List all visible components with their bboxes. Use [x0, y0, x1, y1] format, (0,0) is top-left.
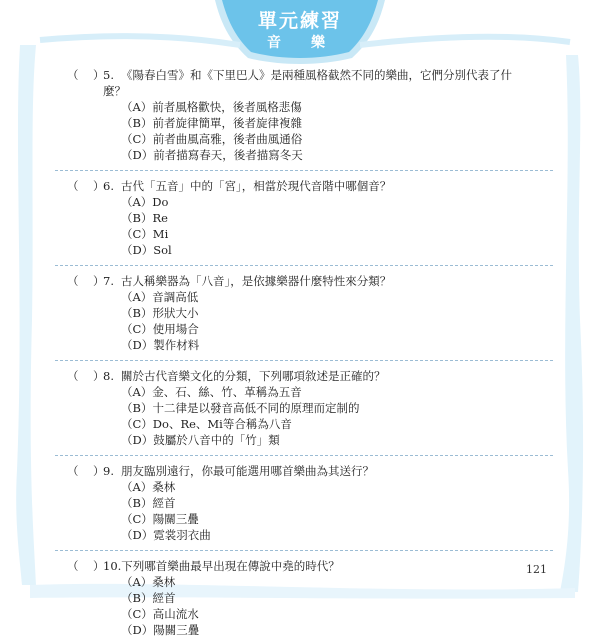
answer-paren-open: （ [67, 274, 79, 288]
question-number: 9. [103, 464, 114, 478]
option-a: （A）前者風格歡快，後者風格悲傷 [121, 100, 302, 114]
answer-paren-close: ） [93, 559, 105, 573]
question-divider [55, 360, 553, 361]
answer-paren-open: （ [67, 179, 79, 193]
option-b: （B）十二律是以發音高低不同的原理而定制的 [121, 401, 360, 415]
question-5 [0, 67, 600, 163]
question-stem [103, 273, 523, 289]
question-stem [103, 558, 523, 574]
option-list [121, 194, 600, 258]
answer-paren-close: ） [93, 274, 105, 288]
option-c: （C）陽關三疊 [121, 512, 199, 526]
question-stem [103, 178, 523, 194]
option-b: （B）形狀大小 [121, 306, 199, 320]
page-title: 單元練習 [257, 10, 342, 32]
option-c: （C）Mi [121, 227, 169, 241]
question-stem [103, 463, 523, 479]
option-list [121, 289, 600, 353]
answer-blank[interactable] [67, 558, 127, 574]
option-b: （B）Re [121, 211, 168, 225]
answer-paren-close: ） [93, 68, 105, 82]
option-d: （D）Sol [121, 243, 172, 257]
question-number: 7. [103, 274, 114, 288]
option-c: （C）Do、Re、Mi等合稱為八音 [121, 417, 292, 431]
question-text: 朋友臨別遠行，你最可能選用哪首樂曲為其送行？ [121, 464, 374, 478]
page-subtitle: 音 樂 [267, 35, 333, 51]
question-text: 關於古代音樂文化的分類，下列哪項敘述是正確的？ [121, 369, 386, 383]
answer-blank[interactable] [67, 273, 127, 289]
option-d: （D）陽關三疊 [121, 623, 200, 637]
question-8 [0, 368, 600, 448]
answer-blank[interactable] [67, 67, 127, 83]
question-divider [55, 455, 553, 456]
question-text: 下列哪首樂曲最早出現在傳說中堯的時代？ [121, 559, 340, 573]
question-stem [103, 368, 523, 384]
question-6 [0, 178, 600, 258]
question-list [0, 67, 600, 638]
question-text: 《陽春白雪》和《下里巴人》是兩種風格截然不同的樂曲，它們分別代表了什麼？ [103, 68, 512, 98]
answer-blank[interactable] [67, 178, 127, 194]
question-7 [0, 273, 600, 353]
option-list [121, 479, 600, 543]
question-10 [0, 558, 600, 638]
question-number: 6. [103, 179, 114, 193]
question-9 [0, 463, 600, 543]
option-a: （A）音調高低 [121, 290, 199, 304]
option-list [121, 384, 600, 448]
question-divider [55, 170, 553, 171]
question-text: 古人稱樂器為「八音」，是依據樂器什麼特性來分類？ [121, 274, 392, 288]
option-a: （A）桑林 [121, 575, 176, 589]
option-b: （B）經首 [121, 496, 176, 510]
answer-paren-close: ） [93, 464, 105, 478]
answer-paren-close: ） [93, 179, 105, 193]
answer-blank[interactable] [67, 368, 127, 384]
answer-paren-open: （ [67, 68, 79, 82]
option-d: （D）鼓屬於八音中的「竹」類 [121, 433, 280, 447]
answer-paren-open: （ [67, 464, 79, 478]
option-b: （B）前者旋律簡單，後者旋律複雜 [121, 116, 302, 130]
option-c: （C）高山流水 [121, 607, 199, 621]
option-list [121, 574, 600, 638]
question-number: 8. [103, 369, 114, 383]
option-a: （A）桑林 [121, 480, 176, 494]
question-number: 5. [103, 68, 114, 82]
option-d: （D）製作材料 [121, 338, 200, 352]
answer-blank[interactable] [67, 463, 127, 479]
question-stem [103, 67, 523, 99]
option-c: （C）使用場合 [121, 322, 199, 336]
answer-paren-close: ） [93, 369, 105, 383]
page-number: 121 [526, 563, 547, 576]
answer-paren-open: （ [67, 369, 79, 383]
question-text: 古代「五音」中的「宮」，相當於現代音階中哪個音？ [121, 179, 392, 193]
question-number: 10. [103, 559, 122, 573]
option-d: （D）霓裳羽衣曲 [121, 528, 211, 542]
option-c: （C）前者曲風高雅，後者曲風通俗 [121, 132, 303, 146]
option-a: （A）Do [121, 195, 169, 209]
page-header [0, 10, 600, 52]
answer-paren-open: （ [67, 559, 79, 573]
question-divider [55, 550, 553, 551]
question-divider [55, 265, 553, 266]
option-d: （D）前者描寫春天，後者描寫冬天 [121, 148, 303, 162]
option-list [121, 99, 600, 163]
option-a: （A）金、石、絲、竹、革稱為五音 [121, 385, 302, 399]
option-b: （B）經首 [121, 591, 176, 605]
